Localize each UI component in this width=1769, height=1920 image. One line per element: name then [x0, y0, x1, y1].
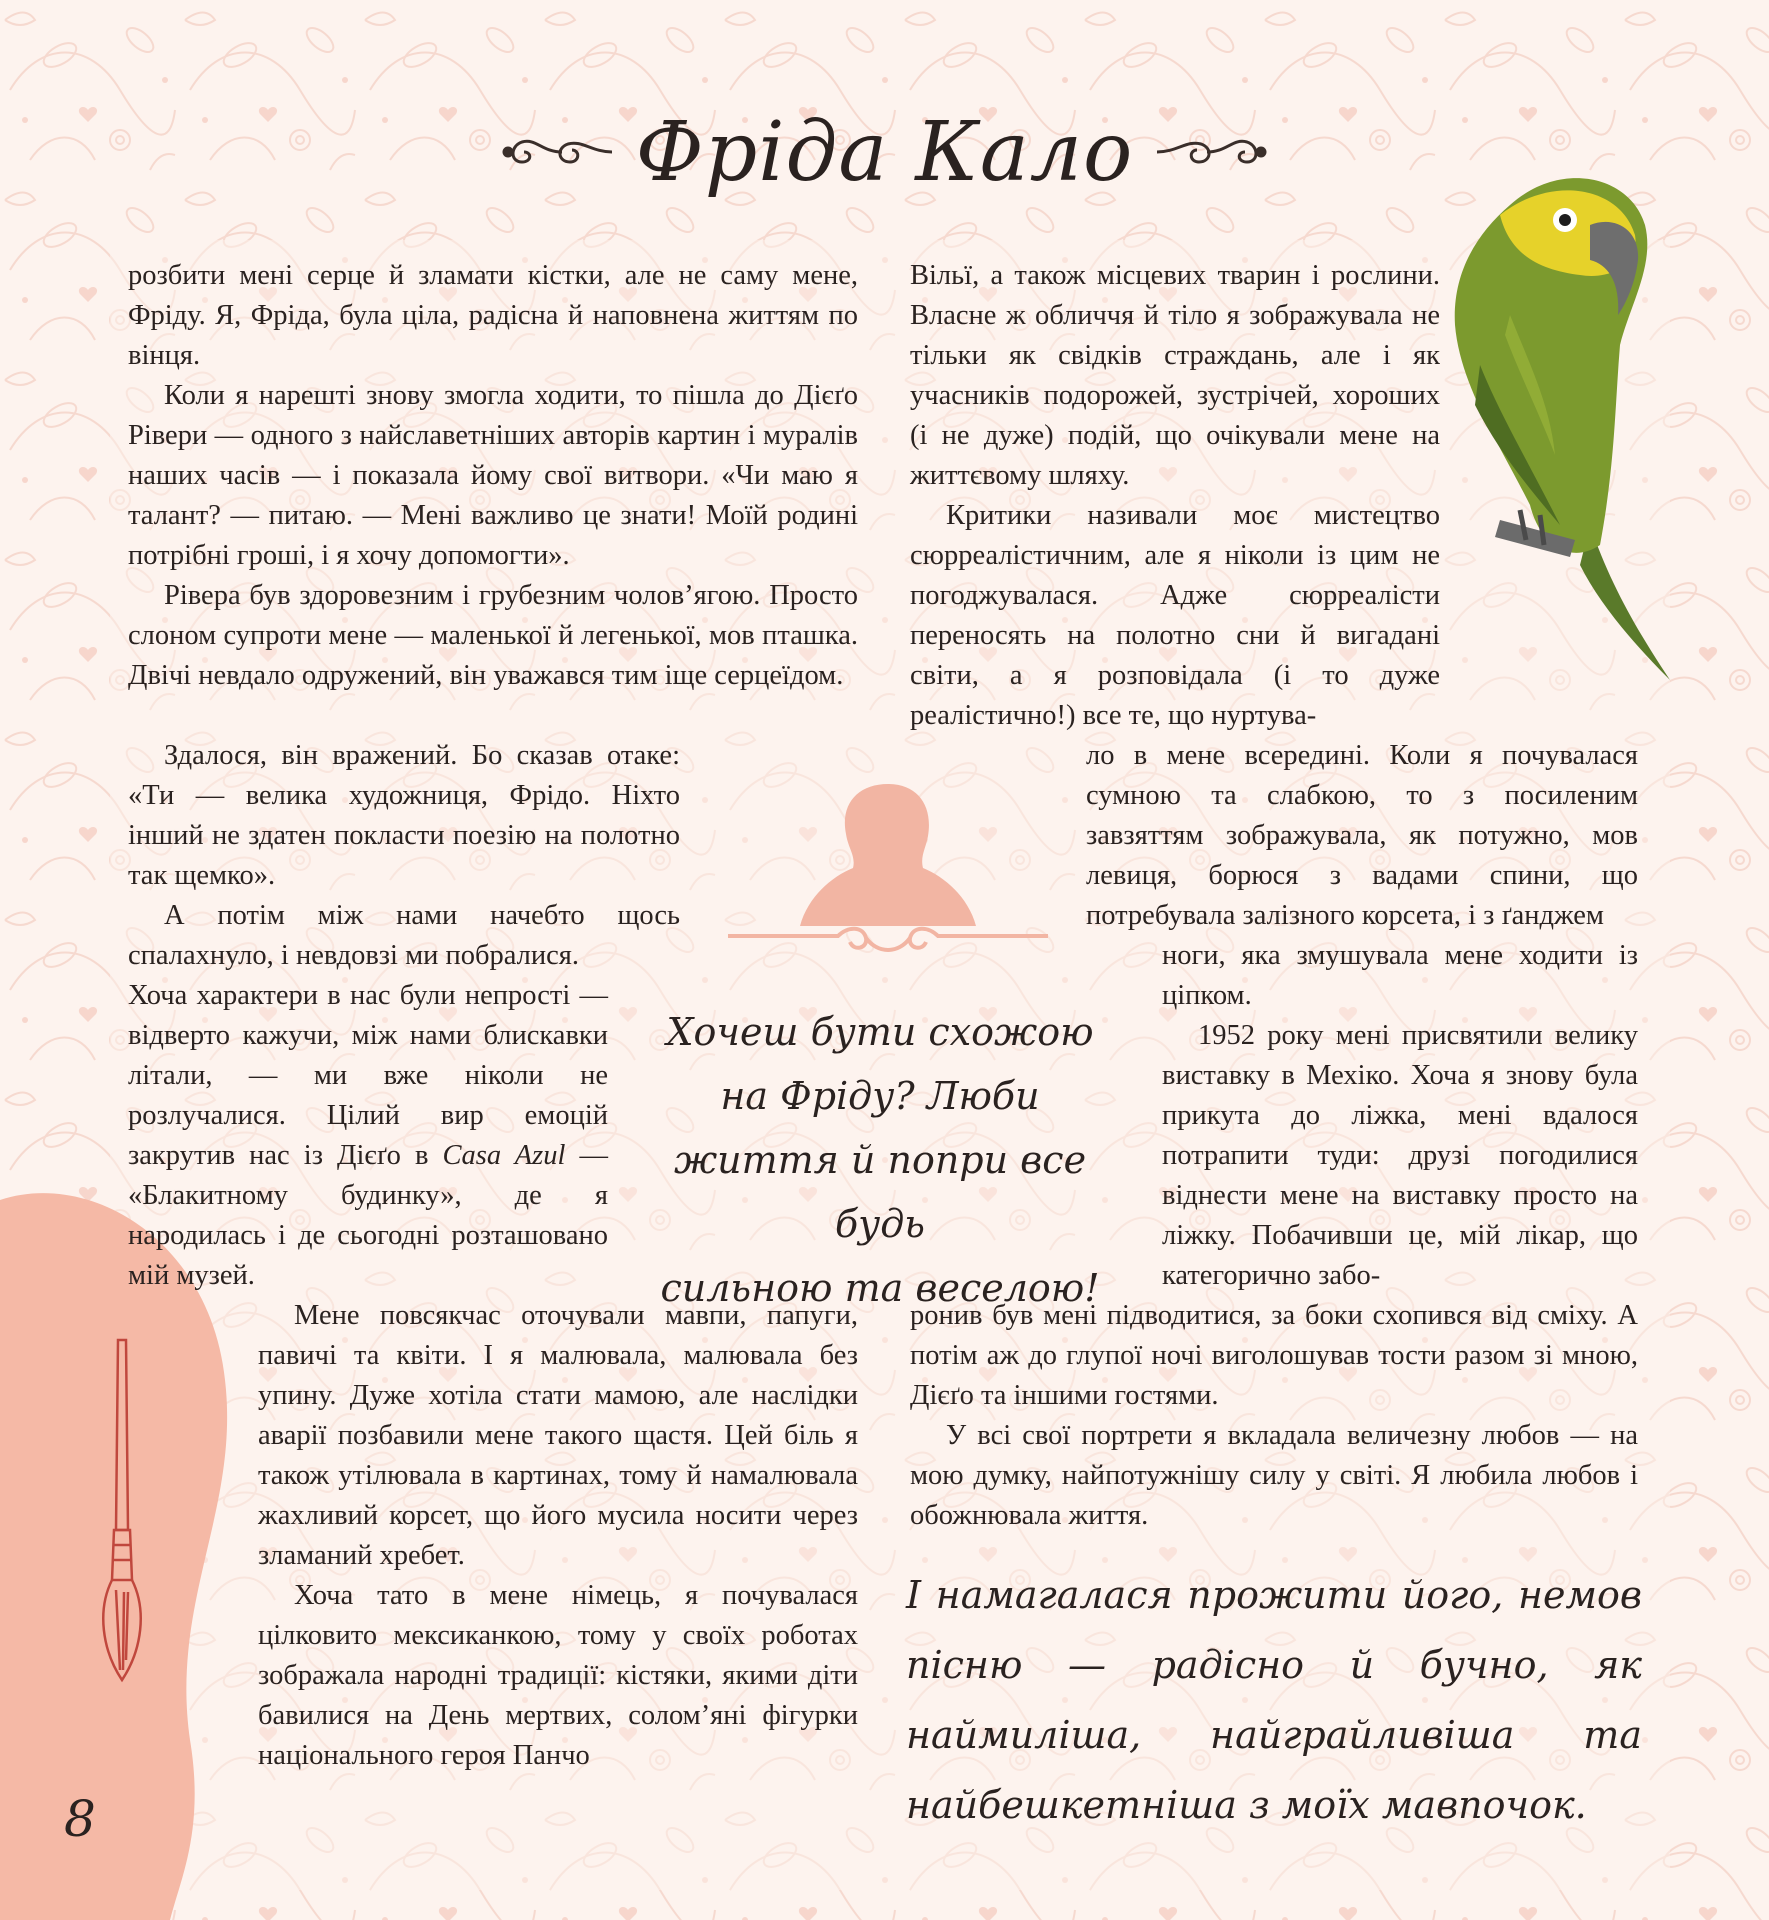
paragraph: Здалося, він вражений. Бо сказав отаке: «Ти — велика художниця, Фрідо. Ніхто інший не здатен покласти поезію на полотно так щемко».: [128, 740, 680, 891]
paragraph: ло в мене всередині. Коли я почувалася сумною та слабкою, то з посиленим завзяттям зображувала, як потужно, мов левиця, борюся з вадами спини, що потребувала залізного корсета, і з ґанджем: [1086, 740, 1638, 931]
right-flourish-icon: [1155, 132, 1267, 172]
quote-line: життя й попри все будь: [673, 1138, 1087, 1246]
paragraph-text: — «Блакитному будинку», де я народилась і де сьогодні розташовано мій музей.: [128, 1140, 608, 1291]
center-quote: [640, 1000, 1120, 1320]
paragraph: [128, 976, 608, 1296]
page-number: 8: [64, 1790, 96, 1848]
paragraph: Критики називали моє мистецтво сюрреалістичним, але я ніколи із цим не погоджувалася. Адже сюрреалісти переносять на полотно сни й вигадані світи, а я розповідала (і то дуже реалістично!) все те, що нуртува-: [910, 500, 1440, 731]
right-column-block-2: [1086, 736, 1638, 936]
paragraph: розбити мені серце й зламати кістки, але не саму мене, Фріду. Я, Фріда, була ціла, радісна й наповнена життям по вінця.: [128, 260, 858, 371]
paintbrush-icon: [92, 1330, 152, 1690]
paragraph: А потім між нами начебто щось спалахнуло, і невдовзі ми побралися.: [128, 900, 680, 971]
left-column-block-4: [258, 1296, 858, 1776]
casa-azul-term: Casa Azul: [442, 1140, 566, 1171]
left-column-block-1: [128, 256, 858, 696]
right-column-block-3: [1162, 936, 1638, 1296]
quote-line: Хочеш бути схожою: [666, 1010, 1094, 1054]
paragraph: 1952 року мені присвятили велику виставку в Мехіко. Хоча я знову була прикута до ліжка, мені вдалося потрапити туди: друзі погодилися віднести мене на виставку просто на ліжку. Побачивши це, мій лікар, що категорично забо-: [1162, 1020, 1638, 1291]
paragraph: Коли я нарешті знову змогла ходити, то пішла до Дієґо Рівери — одного з найславетніших авторів картин і муралів наших часів — і показала йому свої витвори. «Чи маю я талант? — питаю. — Мені важливо це знати! Моїй родині потрібні гроші, і я хочу допомогти».: [128, 380, 858, 571]
quote-line: сильною та веселою!: [660, 1266, 1100, 1310]
parrot-icon: [1440, 165, 1680, 685]
left-column-block-2: [128, 736, 680, 976]
right-column-block-1: [910, 256, 1440, 736]
paragraph: Вільї, а також місцевих тварин і рослини. Власне ж обличчя й тіло я зображувала не тільки як свідків страждань, але і як учасників подорожей, зустрічей, хороших (і не дуже) подій, що очікували мене на життєвому шляху.: [910, 260, 1440, 491]
paragraph: Мене повсякчас оточували мавпи, папуги, павичі та квіти. І я малювала, малювала без упину. Дуже хотіла стати мамою, але наслідки аварії позбавили мене такого щастя. Цей біль я також утілювала в картинах, тому й намалювала жахливий корсет, що його мусила носити через зламаний хребет.: [258, 1300, 858, 1571]
page-title: Фріда Кало: [635, 104, 1134, 200]
closing-paragraph: І намагалася прожити його, немов пісню — радісно й бучно, як наймиліша, найграйливіша та найбешкетніша з моїх мавпочок.: [906, 1573, 1642, 1827]
paragraph-text: Хоча характери в нас були непрості — відверто кажучи, між нами блискавки літали, — ми вже ніколи не розлучалися. Цілий вир емоцій закрутив нас із Дієґо в: [128, 980, 608, 1171]
paragraph: ронив був мені підводитися, за боки схопився від сміху. А потім аж до глупої ночі виголошував тости разом зі мною, Дієґо та іншими гостями.: [910, 1300, 1638, 1411]
paragraph: Рівера був здоровезним і грубезним чолов’ягою. Просто слоном супроти мене — маленької й легенької, мов пташка. Двічі невдало одружений, він уважався тим іще серцеїдом.: [128, 580, 858, 691]
paragraph: Хоча тато в мене німець, я почувалася цілковито мексиканкою, тому у своїх роботах зображала народні традиції: кістяки, якими діти бавилися на День мертвих, солом’яні фігурки національного героя Панчо: [258, 1580, 858, 1771]
paragraph: У всі свої портрети я вкладала величезну любов — на мою думку, найпотужнішу силу у світі. Я любила любов і обожнювала життя.: [910, 1420, 1638, 1531]
quote-line: на Фріду? Люби: [720, 1074, 1040, 1118]
girl-silhouette-icon: [728, 776, 1048, 956]
left-flourish-icon: [502, 132, 614, 172]
left-column-block-3: [128, 976, 608, 1296]
paragraph: ноги, яка змушувала мене ходити із ціпком.: [1162, 940, 1638, 1011]
right-column-block-4: [910, 1296, 1638, 1536]
